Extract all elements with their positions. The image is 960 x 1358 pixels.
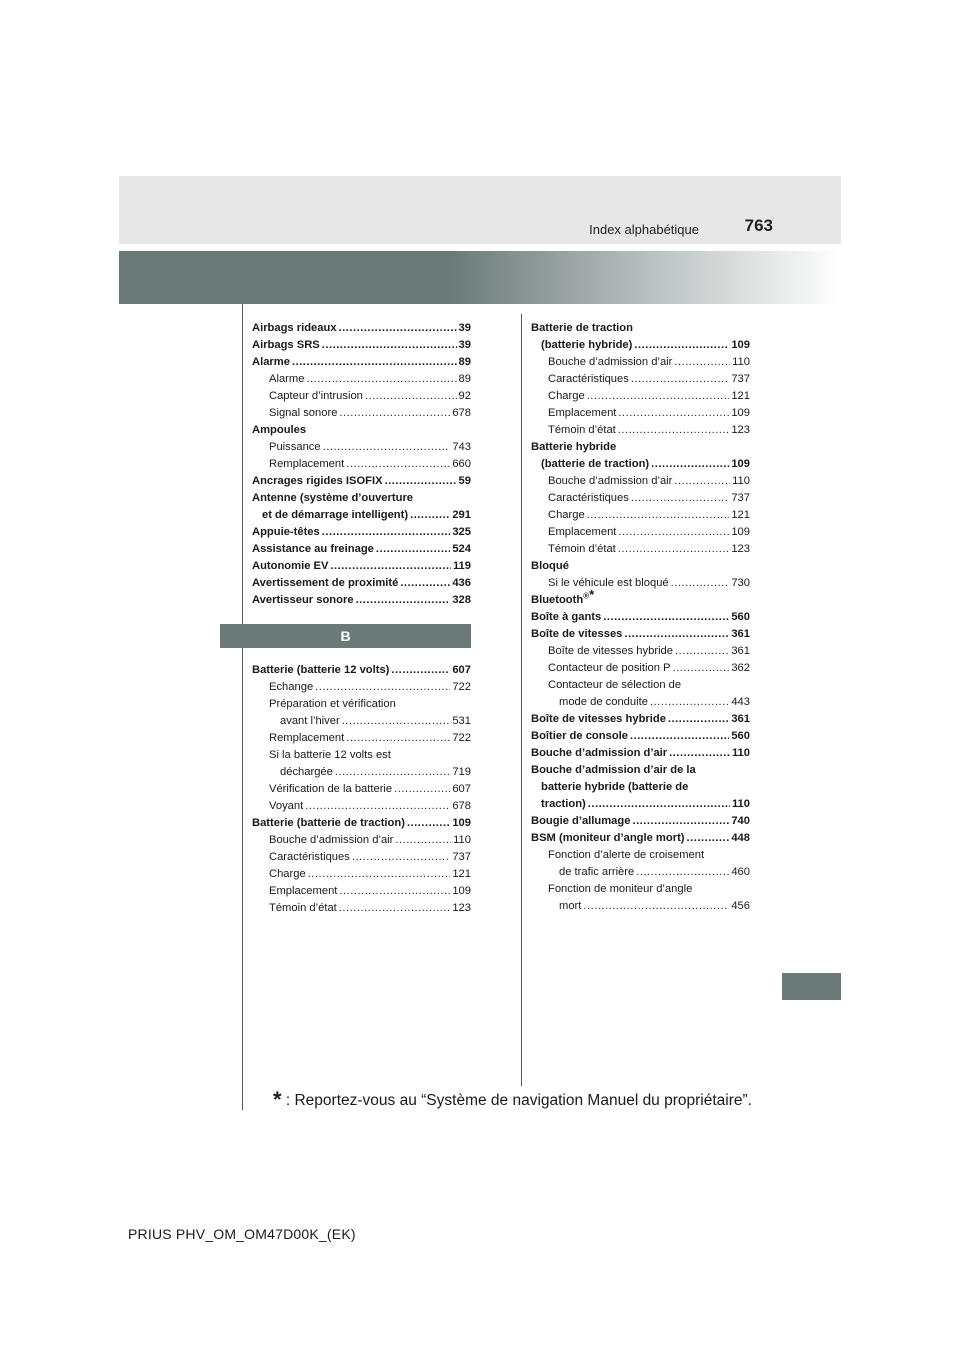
- index-entry-continued: et de démarrage intelligent) ..... 291: [252, 507, 471, 524]
- index-subentry-continued: de trafic arrière ..... 460: [531, 864, 750, 881]
- index-subentry: Charge ..... 121: [531, 388, 750, 405]
- chapter-thumb-tab: [782, 973, 841, 1000]
- header-band: [119, 176, 841, 244]
- index-entry: Ampoules: [252, 424, 307, 436]
- index-subentry: Contacteur de position P ..... 362: [531, 660, 750, 677]
- index-subentry: Vérification de la batterie ..... 607: [252, 781, 471, 798]
- index-subentry: Remplacement ..... 722: [252, 730, 471, 747]
- index-subentry-continued: mode de conduite ..... 443: [531, 694, 750, 711]
- index-entry: Ancrages rigides ISOFIX ..... 59: [252, 473, 471, 490]
- index-entry-bluetooth: Bluetooth®*: [531, 587, 595, 606]
- index-subentry: Alarme ..... 89: [252, 371, 471, 388]
- index-entry: Autonomie EV ..... 119: [252, 558, 471, 575]
- page-number: 763: [744, 216, 773, 235]
- index-entry: Avertisseur sonore ..... 328: [252, 592, 471, 609]
- index-subentry: Témoin d’état ..... 123: [531, 541, 750, 558]
- index-subentry: Emplacement ..... 109: [531, 524, 750, 541]
- index-column-left: [252, 320, 471, 917]
- index-subentry: Bouche d’admission d’air ..... 110: [531, 354, 750, 371]
- footnote: [273, 1087, 752, 1113]
- index-subentry: Signal sonore ..... 678: [252, 405, 471, 422]
- index-subentry-continued: avant l’hiver ..... 531: [252, 713, 471, 730]
- index-entry: Boîtier de console ..... 560: [531, 728, 750, 745]
- index-subentry-continued: déchargée ..... 719: [252, 764, 471, 781]
- index-entry-continued: traction) ..... 110: [531, 796, 750, 813]
- index-subentry: Préparation et vérification: [269, 698, 396, 710]
- index-entry: Boîte à gants ..... 560: [531, 609, 750, 626]
- index-subentry: Contacteur de sélection de: [548, 679, 682, 691]
- index-subentry-continued: mort ..... 456: [531, 898, 750, 915]
- index-subentry: Si la batterie 12 volts est: [269, 749, 391, 761]
- index-subentry: Caractéristiques ..... 737: [531, 490, 750, 507]
- index-entry: Appuie-têtes ..... 325: [252, 524, 471, 541]
- index-subentry: Remplacement ..... 660: [252, 456, 471, 473]
- index-entry: BSM (moniteur d’angle mort) ..... 448: [531, 830, 750, 847]
- index-entry: Batterie (batterie de traction) ..... 109: [252, 815, 471, 832]
- index-subentry: Charge ..... 121: [252, 866, 471, 883]
- index-subentry: Boîte de vitesses hybride ..... 361: [531, 643, 750, 660]
- index-subentry: Charge ..... 121: [531, 507, 750, 524]
- chapter-banner: [119, 251, 841, 304]
- section-title: Index alphabétique: [589, 222, 699, 237]
- index-subentry: Bouche d’admission d’air ..... 110: [531, 473, 750, 490]
- index-subentry: Caractéristiques ..... 737: [252, 849, 471, 866]
- index-subentry: Témoin d’état ..... 123: [252, 900, 471, 917]
- index-subentry: Caractéristiques ..... 737: [531, 371, 750, 388]
- index-entry: Alarme ..... 89: [252, 354, 471, 371]
- index-entry: Bouche d’admission d’air de la: [531, 764, 696, 776]
- index-subentry: Emplacement ..... 109: [252, 883, 471, 900]
- letter-section-header: B: [220, 624, 471, 648]
- index-subentry: Témoin d’état ..... 123: [531, 422, 750, 439]
- index-subentry: Capteur d’intrusion ..... 92: [252, 388, 471, 405]
- index-subentry: Voyant ..... 678: [252, 798, 471, 815]
- index-subentry: Emplacement ..... 109: [531, 405, 750, 422]
- index-entry: Boîte de vitesses ..... 361: [531, 626, 750, 643]
- index-entry: Bouche d’admission d’air ..... 110: [531, 745, 750, 762]
- footer-model-code: PRIUS PHV_OM_OM47D00K_(EK): [128, 1226, 356, 1242]
- index-entry: Batterie de traction: [531, 322, 633, 334]
- index-subentry: Si le véhicule est bloqué ..... 730: [531, 575, 750, 592]
- index-entry-continued: (batterie de traction) ..... 109: [531, 456, 750, 473]
- index-entry: Airbags rideaux ..... 39: [252, 320, 471, 337]
- column-divider-middle: [521, 314, 522, 1086]
- index-subentry: Fonction d’alerte de croisement: [548, 849, 705, 861]
- index-entry-continued: batterie hybride (batterie de: [541, 781, 689, 793]
- index-column-right: [531, 320, 750, 915]
- index-subentry: Bouche d’admission d’air ..... 110: [252, 832, 471, 849]
- index-entry: Boîte de vitesses hybride ..... 361: [531, 711, 750, 728]
- column-divider-left: [242, 304, 243, 1110]
- index-entry: Batterie hybride: [531, 441, 617, 453]
- index-entry: Bloqué: [531, 560, 569, 572]
- footnote-star: *: [273, 1087, 282, 1112]
- index-entry: Bougie d’allumage ..... 740: [531, 813, 750, 830]
- footnote-text: : Reportez-vous au “Système de navigation Manuel du propriétaire”.: [285, 1092, 752, 1109]
- index-entry: Assistance au freinage ..... 524: [252, 541, 471, 558]
- index-entry: Airbags SRS ..... 39: [252, 337, 471, 354]
- index-entry: Batterie (batterie 12 volts) ..... 607: [252, 662, 471, 679]
- footnote-star-marker: *: [589, 587, 595, 602]
- index-subentry: Puissance ..... 743: [252, 439, 471, 456]
- index-subentry: Echange ..... 722: [252, 679, 471, 696]
- index-entry: Avertissement de proximité ..... 436: [252, 575, 471, 592]
- index-entry-continued: (batterie hybride) ..... 109: [531, 337, 750, 354]
- index-subentry: Fonction de moniteur d’angle: [548, 883, 693, 895]
- index-entry: Antenne (système d’ouverture: [252, 492, 414, 504]
